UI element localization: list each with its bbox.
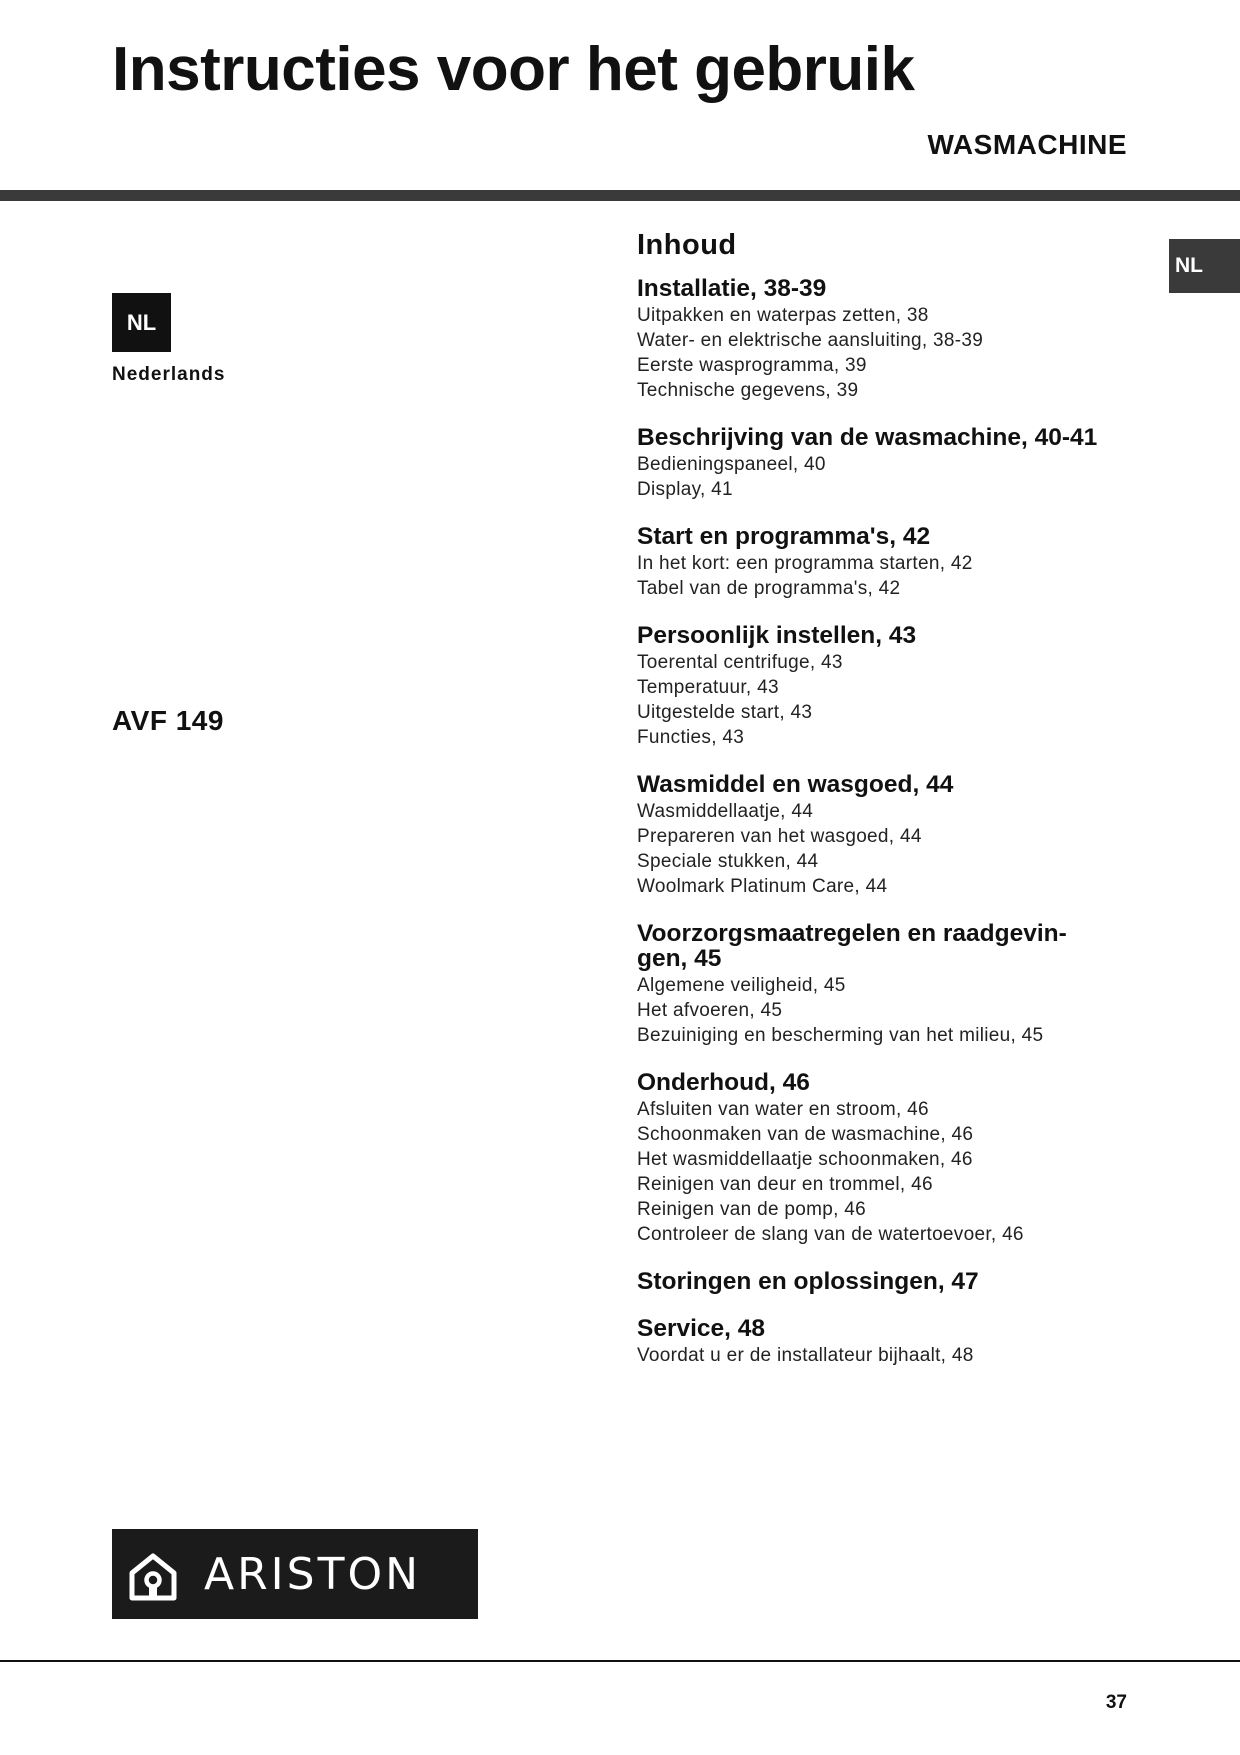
toc-item: Reinigen van de pomp, 46 xyxy=(637,1199,867,1220)
document-title: Instructies voor het gebruik xyxy=(112,35,915,104)
toc-section xyxy=(637,623,1127,750)
toc-item: Tabel van de programma's, 42 xyxy=(637,578,901,599)
toc-item: Afsluiten van water en stroom, 46 xyxy=(637,1099,929,1120)
toc-item: Uitpakken en waterpas zetten, 38 xyxy=(637,305,929,326)
toc-sections xyxy=(637,276,1127,1368)
toc-item: Schoonmaken van de wasmachine, 46 xyxy=(637,1124,974,1145)
toc-section xyxy=(637,276,1127,403)
toc-item: Eerste wasprogramma, 39 xyxy=(637,355,867,376)
toc-section xyxy=(637,524,1127,601)
toc-item: Water- en elektrische aansluiting, 38-39 xyxy=(637,330,984,351)
toc-section xyxy=(637,1316,1127,1368)
page-number: 37 xyxy=(1105,1692,1127,1713)
toc-section-heading: Service, 48 xyxy=(637,1315,766,1342)
toc-item: Het wasmiddellaatje schoonmaken, 46 xyxy=(637,1149,973,1170)
toc-section-heading: Wasmiddel en wasgoed, 44 xyxy=(637,771,954,798)
document-subtitle: WASMACHINE xyxy=(927,129,1127,160)
toc-item: Technische gegevens, 39 xyxy=(637,380,859,401)
model-number: AVF 149 xyxy=(112,705,224,736)
header-divider xyxy=(0,190,1240,201)
toc-section-heading: Installatie, 38-39 xyxy=(637,275,827,302)
language-badge: NL xyxy=(112,293,171,352)
toc-section xyxy=(637,921,1127,1048)
toc-section xyxy=(637,1269,1127,1294)
toc-item: Bezuiniging en bescherming van het milieu, 45 xyxy=(637,1025,1044,1046)
toc-title: Inhoud xyxy=(637,229,737,261)
toc-item: Bedieningspaneel, 40 xyxy=(637,454,826,475)
toc-item: Voordat u er de installateur bijhaalt, 48 xyxy=(637,1345,974,1366)
toc-item: In het kort: een programma starten, 42 xyxy=(637,553,973,574)
toc-section-heading: Voorzorgsmaatregelen en raadgevin- gen, 45 xyxy=(637,920,1067,972)
toc-item: Speciale stukken, 44 xyxy=(637,851,819,872)
toc-item: Wasmiddellaatje, 44 xyxy=(637,801,814,822)
toc-item: Algemene veiligheid, 45 xyxy=(637,975,846,996)
toc-section xyxy=(637,425,1127,502)
table-of-contents xyxy=(637,228,1127,1390)
toc-item: Toerental centrifuge, 43 xyxy=(637,652,843,673)
toc-item: Reinigen van deur en trommel, 46 xyxy=(637,1174,933,1195)
side-language-tab: NL xyxy=(1169,239,1240,293)
toc-section xyxy=(637,1070,1127,1247)
toc-section-heading: Onderhoud, 46 xyxy=(637,1069,810,1096)
toc-section-heading: Beschrijving van de wasmachine, 40-41 xyxy=(637,424,1098,451)
toc-item: Woolmark Platinum Care, 44 xyxy=(637,876,888,897)
toc-item: Uitgestelde start, 43 xyxy=(637,702,813,723)
brand-logo xyxy=(112,1529,478,1619)
house-logo-icon xyxy=(128,1553,178,1601)
footer-divider xyxy=(0,1660,1240,1662)
brand-name: ARISTON xyxy=(204,1549,422,1600)
toc-item: Controleer de slang van de watertoevoer, 46 xyxy=(637,1224,1024,1245)
toc-item: Functies, 43 xyxy=(637,727,745,748)
toc-section-heading: Start en programma's, 42 xyxy=(637,523,931,550)
toc-item: Temperatuur, 43 xyxy=(637,677,779,698)
toc-item: Het afvoeren, 45 xyxy=(637,1000,783,1021)
toc-section-heading: Persoonlijk instellen, 43 xyxy=(637,622,917,649)
toc-item: Prepareren van het wasgoed, 44 xyxy=(637,826,922,847)
toc-section xyxy=(637,772,1127,899)
toc-item: Display, 41 xyxy=(637,479,733,500)
toc-section-heading: Storingen en oplossingen, 47 xyxy=(637,1268,979,1295)
language-name: Nederlands xyxy=(112,364,226,385)
